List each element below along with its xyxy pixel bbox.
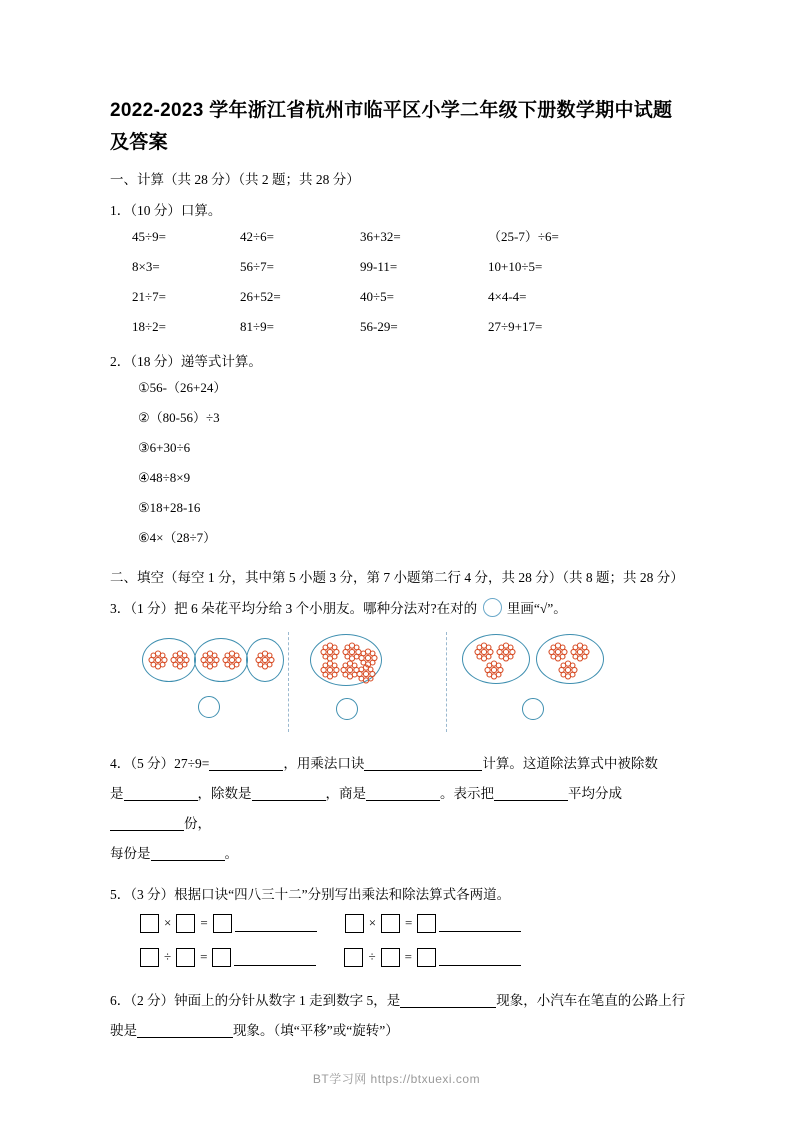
- flower-icon: [320, 660, 340, 680]
- flower-icon: [474, 642, 494, 662]
- question-2-item: ①56-（26+24）: [138, 380, 227, 395]
- question-3-text-tail: 里画“√”。: [506, 601, 567, 616]
- divide-symbol: ÷: [164, 949, 172, 964]
- oral-item: 99-11=: [360, 259, 398, 274]
- question-3-figure: [110, 630, 688, 745]
- multiply-symbol: ×: [164, 915, 172, 930]
- flower-icon: [200, 650, 220, 670]
- oral-item: 56-29=: [360, 319, 398, 334]
- page-title: 2022-2023 学年浙江省杭州市临平区小学二年级下册数学期中试题及答案: [110, 100, 673, 153]
- section-2-header: 二、填空（每空 1 分，其中第 5 小题 3 分，第 7 小题第二行 4 分，共 28 分）（共 8 题；共 28 分）: [110, 570, 684, 585]
- flower-icon: [148, 650, 168, 670]
- q6-text: 驶是: [110, 1023, 137, 1038]
- q4-text: 是: [110, 786, 124, 801]
- q6-text: 6．（2 分）钟面上的分针从数字 1 走到数字 5，是: [110, 993, 401, 1008]
- q4-text: 4．（5 分）27÷9=: [110, 756, 210, 771]
- oral-item: 18÷2=: [132, 319, 166, 334]
- answer-box[interactable]: [176, 914, 195, 933]
- question-4-line-3: [110, 839, 688, 869]
- question-5-div-row: [140, 940, 688, 974]
- oral-item: 21÷7=: [132, 289, 166, 304]
- flower-icon: [496, 642, 516, 662]
- blank[interactable]: [137, 1021, 233, 1038]
- footer-watermark: BT学习网 https://btxuexi.com: [312, 1072, 481, 1086]
- q6-text: 现象，小汽车在笔直的公路上行: [496, 993, 686, 1008]
- question-2-item: ②（80-56）÷3: [138, 410, 220, 425]
- answer-box[interactable]: [417, 948, 436, 967]
- answer-box[interactable]: [344, 948, 363, 967]
- blank[interactable]: [400, 991, 496, 1008]
- equals-symbol: =: [405, 915, 413, 930]
- equals-symbol: =: [200, 915, 208, 930]
- question-5-heading: 5．（3 分）根据口诀“四八三十二”分别写出乘法和除法算式各两道。: [110, 887, 511, 902]
- oral-item: 56÷7=: [240, 259, 274, 274]
- answer-box[interactable]: [140, 948, 159, 967]
- flower-icon: [356, 664, 376, 684]
- answer-circle-b[interactable]: [336, 698, 358, 720]
- question-4-line-2: [110, 779, 688, 839]
- figure-divider: [446, 632, 447, 732]
- answer-box[interactable]: [213, 914, 232, 933]
- question-2-item: ⑥4×（28÷7）: [138, 530, 217, 545]
- blank[interactable]: [494, 784, 568, 801]
- oral-item: 42÷6=: [240, 229, 274, 244]
- question-5-mul-row: [140, 906, 688, 940]
- flower-icon: [320, 642, 340, 662]
- blank[interactable]: [364, 754, 482, 771]
- oral-item: 26+52=: [240, 289, 281, 304]
- question-2-item: ④48÷8×9: [138, 470, 191, 485]
- q6-text: 现象。（填“平移”或“旋转”）: [233, 1023, 399, 1038]
- figure-divider: [288, 632, 289, 732]
- document-content: [110, 95, 688, 1046]
- q4-text: 平均分成: [568, 786, 622, 801]
- q4-text: 。表示把: [440, 786, 494, 801]
- question-1-row: [132, 282, 688, 312]
- oral-item: 10+10÷5=: [488, 259, 543, 274]
- answer-box[interactable]: [140, 914, 159, 933]
- q4-text: ，除数是: [197, 786, 252, 801]
- question-4-line-1: [110, 749, 688, 779]
- question-2-heading: 2．（18 分）递等式计算。: [110, 354, 262, 369]
- flower-icon: [170, 650, 190, 670]
- answer-box[interactable]: [345, 914, 364, 933]
- answer-box[interactable]: [381, 914, 400, 933]
- question-2-item: ⑤18+28-16: [138, 500, 201, 515]
- q4-text: 计算。这道除法算式中被除数: [482, 756, 658, 771]
- blank[interactable]: [234, 949, 316, 966]
- blank[interactable]: [124, 784, 198, 801]
- answer-circle-a[interactable]: [198, 696, 220, 718]
- blank[interactable]: [110, 814, 184, 831]
- question-2-item: ③6+30÷6: [138, 440, 191, 455]
- question-6-line-1: [110, 986, 688, 1016]
- blank[interactable]: [252, 784, 326, 801]
- question-6-line-2: [110, 1016, 688, 1046]
- blank[interactable]: [151, 844, 225, 861]
- q4-text: 份，: [184, 816, 211, 831]
- multiply-symbol: ×: [368, 915, 377, 930]
- blank[interactable]: [209, 754, 283, 771]
- section-1-header: 一、计算（共 28 分）（共 2 题；共 28 分）: [110, 172, 360, 187]
- q4-text: 。: [224, 846, 238, 861]
- oral-item: 81÷9=: [240, 319, 274, 334]
- oral-item: 8×3=: [132, 259, 160, 274]
- blank[interactable]: [235, 915, 317, 932]
- equals-symbol: =: [200, 949, 208, 964]
- question-1-heading: 1．（10 分）口算。: [110, 203, 222, 218]
- flower-icon: [255, 650, 275, 670]
- q4-text: ，商是: [325, 786, 366, 801]
- question-3-text: 3．（1 分）把 6 朵花平均分给 3 个小朋友。哪种分法对?在对的: [110, 601, 478, 616]
- flower-icon: [548, 642, 568, 662]
- flower-icon: [558, 660, 578, 680]
- blank[interactable]: [439, 915, 521, 932]
- oral-item: 40÷5=: [360, 289, 394, 304]
- divide-symbol: ÷: [368, 949, 376, 964]
- answer-box[interactable]: [212, 948, 231, 967]
- question-1-row: [132, 222, 688, 252]
- question-3-heading: [110, 597, 688, 620]
- answer-box[interactable]: [417, 914, 436, 933]
- oral-item: （25-7）÷6=: [488, 229, 559, 244]
- answer-box[interactable]: [381, 948, 400, 967]
- question-1-row: [132, 312, 688, 342]
- blank[interactable]: [366, 784, 440, 801]
- q4-text: ，用乘法口诀: [283, 756, 365, 771]
- question-1-row: [132, 252, 688, 282]
- flower-icon: [570, 642, 590, 662]
- q4-text: 每份是: [110, 846, 151, 861]
- blank[interactable]: [439, 949, 521, 966]
- oral-item: 36+32=: [360, 229, 401, 244]
- answer-box[interactable]: [176, 948, 195, 967]
- answer-circle-c[interactable]: [522, 698, 544, 720]
- flower-icon: [222, 650, 242, 670]
- answer-circle-icon: [483, 598, 502, 617]
- flower-icon: [484, 660, 504, 680]
- oral-item: 45÷9=: [132, 229, 166, 244]
- oral-item: 27÷9+17=: [488, 319, 543, 334]
- equals-symbol: =: [404, 949, 412, 964]
- oral-item: 4×4-4=: [488, 289, 527, 304]
